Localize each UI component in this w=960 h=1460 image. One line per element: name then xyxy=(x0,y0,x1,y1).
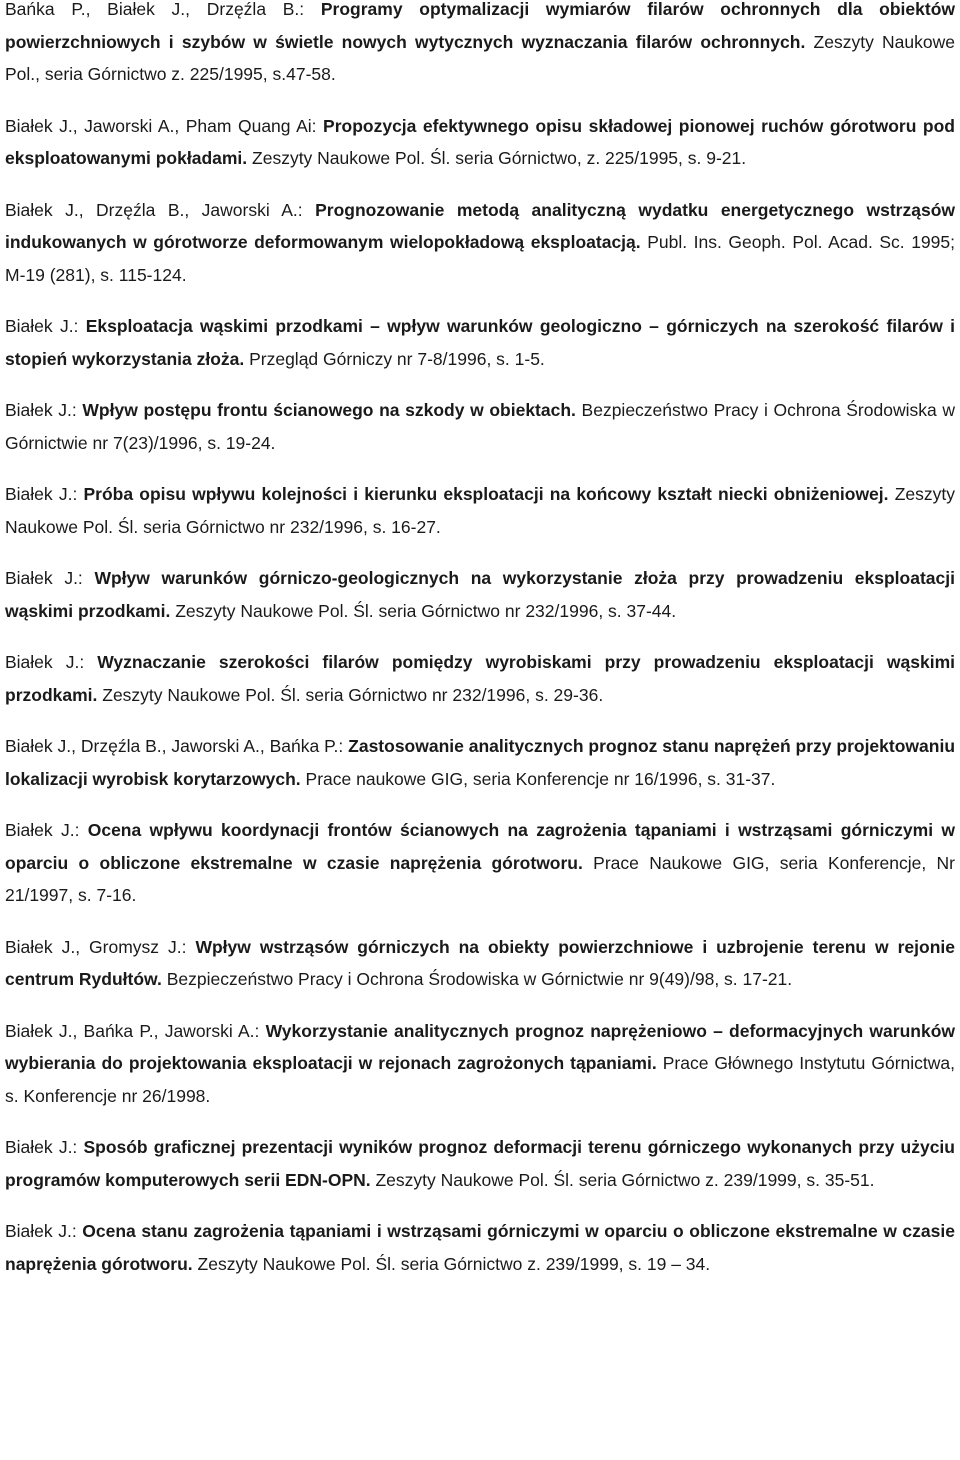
reference-source: Przegląd Górniczy nr 7-8/1996, s. 1-5. xyxy=(244,348,545,369)
reference-entry xyxy=(5,478,955,543)
reference-title: Wyznaczanie szerokości filarów pomiędzy wyrobiskami przy prowadzeniu eksploatacji wąskimi przodkami. xyxy=(5,652,955,705)
reference-entry xyxy=(5,194,955,292)
reference-source: Prace naukowe GIG, seria Konferencje nr 16/1996, s. 31-37. xyxy=(300,768,776,789)
reference-authors: Białek J.: xyxy=(5,1221,83,1241)
reference-title: Próba opisu wpływu kolejności i kierunku eksploatacji na końcowy kształt niecki obniżeniowej. xyxy=(83,484,889,504)
reference-authors: Białek J.: xyxy=(5,400,83,420)
reference-source: Zeszyty Naukowe Pol. Śl. seria Górnictwo nr 232/1996, s. 37-44. xyxy=(170,600,677,621)
reference-title: Propozycja efektywnego opisu składowej pionowej ruchów górotworu pod eksploatowanymi pokładami. xyxy=(5,115,955,168)
reference-source: Zeszyty Naukowe Pol., seria Górnictwo z. 225/1995, s.47-58. xyxy=(5,31,955,84)
reference-entry xyxy=(5,1215,955,1280)
reference-source: Bezpieczeństwo Pracy i Ochrona Środowiska w Górnictwie nr 9(49)/98, s. 17-21. xyxy=(161,969,793,989)
reference-authors: Białek J.: xyxy=(5,820,88,840)
reference-entry xyxy=(5,310,955,375)
reference-authors: Białek J., Drzęźla B., Jaworski A., Bańka P.: xyxy=(5,736,349,756)
reference-source: Bezpieczeństwo Pracy i Ochrona Środowiska w Górnictwie nr 7(23)/1996, s. 19-24. xyxy=(5,400,955,453)
reference-title: Wpływ wstrząsów górniczych na obiekty powierzchniowe i uzbrojenie terenu w rejonie centrum Rydułtów. xyxy=(5,936,956,989)
reference-entry xyxy=(5,1131,955,1196)
reference-entry xyxy=(5,1015,955,1113)
reference-authors: Białek J.: xyxy=(5,1137,84,1157)
reference-source: Zeszyty Naukowe Pol. Śl. seria Górnictwo, z. 225/1995, s. 9-21. xyxy=(247,148,747,168)
reference-source: Zeszyty Naukowe Pol. Śl. seria Górnictwo z. 239/1999, s. 35-51. xyxy=(370,1169,875,1190)
reference-authors: Białek J., Drzęźla B., Jaworski A.: xyxy=(5,199,316,220)
reference-title: Wpływ warunków górniczo-geologicznych na wykorzystanie złoża przy prowadzeniu eksploatacji wąskimi przodkami. xyxy=(5,568,955,621)
reference-source: Zeszyty Naukowe Pol. Śl. seria Górnictwo nr 232/1996, s. 29-36. xyxy=(97,684,604,705)
reference-source: Publ. Ins. Geoph. Pol. Acad. Sc. 1995; M-19 (281), s. 115-124. xyxy=(5,232,955,285)
reference-entry xyxy=(5,730,955,795)
reference-entry xyxy=(5,0,955,91)
reference-title: Wykorzystanie analitycznych prognoz naprężeniowo – deformacyjnych warunków wybierania do projektowania eksploatacji w rejonach zagrożonych tąpaniami. xyxy=(5,1020,956,1073)
reference-entry xyxy=(5,562,955,627)
reference-source: Zeszyty Naukowe Pol. Śl. seria Górnictwo nr 232/1996, s. 16-27. xyxy=(5,484,955,537)
reference-entry xyxy=(5,814,955,912)
reference-authors: Białek J., Gromysz J.: xyxy=(5,936,196,957)
reference-entry xyxy=(5,646,955,711)
reference-authors: Białek J.: xyxy=(5,568,95,588)
reference-authors: Białek J., Bańka P., Jaworski A.: xyxy=(5,1020,266,1041)
reference-authors: Białek J., Jaworski A., Pham Quang Ai: xyxy=(5,115,324,136)
reference-title: Programy optymalizacji wymiarów filarów ochronnych dla obiektów powierzchniowych i szybów w świetle nowych wytycznych wyznaczania filarów ochronnych. xyxy=(5,0,955,52)
reference-authors: Białek J.: xyxy=(5,316,86,336)
reference-title: Eksploatacja wąskimi przodkami – wpływ warunków geologiczno – górniczych na szerokość filarów i stopień wykorzystania złoża. xyxy=(5,316,955,369)
reference-list xyxy=(5,0,955,1280)
reference-entry xyxy=(5,394,955,459)
reference-authors: Białek J.: xyxy=(5,652,98,672)
reference-title: Ocena wpływu koordynacji frontów ścianowych na zagrożenia tąpaniami i wstrząsami górniczymi w oparciu o obliczone ekstremalne w czasie naprężenia górotworu. xyxy=(5,820,955,873)
reference-title: Wpływ postępu frontu ścianowego na szkody w obiektach. xyxy=(82,400,576,420)
reference-source: Prace Naukowe GIG, seria Konferencje, Nr 21/1997, s. 7-16. xyxy=(5,852,955,905)
reference-source: Prace Głównego Instytutu Górnictwa, s. Konferencje nr 26/1998. xyxy=(5,1053,955,1106)
reference-title: Ocena stanu zagrożenia tąpaniami i wstrząsami górniczymi w oparciu o obliczone ekstremalne w czasie naprężenia górotworu. xyxy=(5,1221,955,1274)
reference-entry xyxy=(5,110,955,175)
reference-source: Zeszyty Naukowe Pol. Śl. seria Górnictwo z. 239/1999, s. 19 – 34. xyxy=(192,1253,711,1274)
reference-title: Prognozowanie metodą analityczną wydatku energetycznego wstrząsów indukowanych w górotworze deformowanym wielopokładową eksploatacją. xyxy=(5,199,956,252)
reference-entry xyxy=(5,931,955,996)
reference-title: Sposób graficznej prezentacji wyników prognoz deformacji terenu górniczego wykonanych przy użyciu programów komputerowych serii EDN-OPN. xyxy=(5,1137,955,1190)
reference-authors: Białek J.: xyxy=(5,484,84,504)
reference-authors: Bańka P., Białek J., Drzęźla B.: xyxy=(5,0,321,19)
reference-title: Zastosowanie analitycznych prognoz stanu naprężeń przy projektowaniu lokalizacji wyrobisk korytarzowych. xyxy=(5,736,956,789)
